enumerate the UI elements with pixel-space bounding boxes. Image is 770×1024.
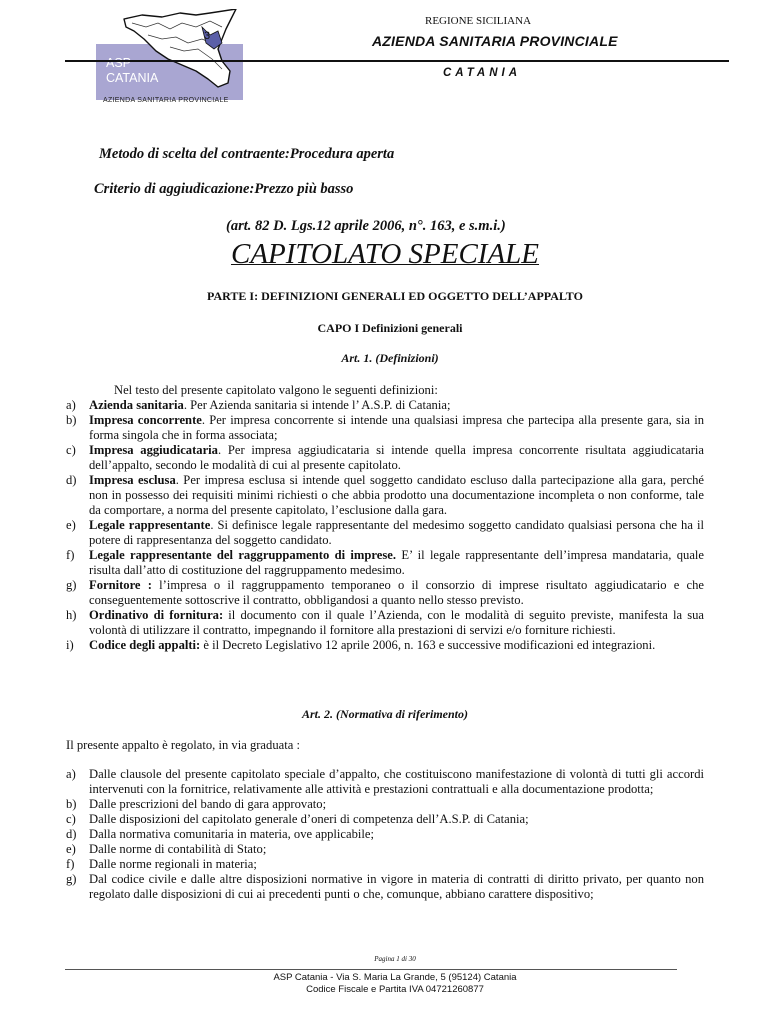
definition-term: Impresa concorrente xyxy=(89,413,202,427)
definition-text: E’ il legale rappresentante dell’impresa mandataria, quale risulta dall’atto di costituzione del raggruppamento medesimo. xyxy=(89,548,705,577)
parte-heading: PARTE I: DEFINIZIONI GENERALI ED OGGETTO DELL’APPALTO xyxy=(207,289,583,303)
list-item xyxy=(66,842,704,857)
list-letter: f) xyxy=(66,857,75,871)
definition-text: Dalla normativa comunitaria in materia, ove applicabile; xyxy=(89,827,374,841)
list-item xyxy=(66,767,704,797)
list-letter: g) xyxy=(66,872,77,886)
list-letter: b) xyxy=(66,797,77,811)
footer-divider xyxy=(65,969,677,970)
definition-term: Fornitore : xyxy=(89,578,152,592)
list-letter: i) xyxy=(66,638,74,652)
list-letter: a) xyxy=(66,398,76,412)
definition-text: . Si definisce legale rappresentante del medesimo soggetto candidato qualsiasi persona che ha il potere di rappresentanza del soggetto candidato. xyxy=(89,518,704,547)
city-label: CATANIA xyxy=(443,67,522,79)
art2-body xyxy=(66,738,704,902)
footer-address xyxy=(0,972,770,996)
list-letter: f) xyxy=(66,548,75,562)
list-item xyxy=(66,413,704,443)
list-letter: e) xyxy=(66,842,76,856)
definition-text: Dalle disposizioni del capitolato generale d’oneri di competenza dell’A.S.P. di Catania; xyxy=(89,812,529,826)
azienda-label: AZIENDA SANITARIA PROVINCIALE xyxy=(372,33,618,49)
list-item xyxy=(66,548,704,578)
definition-text: . Per Azienda sanitaria si intende l’ A.S.P. di Catania; xyxy=(183,398,451,412)
definition-term: Codice degli appalti: xyxy=(89,638,201,652)
region-label: REGIONE SICILIANA xyxy=(425,15,532,27)
header-divider xyxy=(65,60,729,62)
definition-text: Dal codice civile e dalle altre disposizioni normative in vigore in materia di contratti di diritto privato, per quanto non regolato dalle disposizioni di cui ai precedenti punti o che, comunque, abbiano carattere dispositivo; xyxy=(89,872,704,901)
list-item xyxy=(66,812,704,827)
footer-address-line: ASP Catania - Via S. Maria La Grande, 5 (95124) Catania xyxy=(273,972,517,983)
definition-term: Azienda sanitaria xyxy=(89,398,184,412)
list-item xyxy=(66,638,704,653)
definition-term: Impresa aggiudicataria xyxy=(89,443,218,457)
definition-term: Legale rappresentante xyxy=(89,518,211,532)
list-letter: g) xyxy=(66,578,77,592)
list-item xyxy=(66,398,704,413)
art1-list xyxy=(66,398,704,653)
list-letter: d) xyxy=(66,827,77,841)
list-item xyxy=(66,443,704,473)
list-letter: c) xyxy=(66,812,76,826)
capo-heading: CAPO I Definizioni generali xyxy=(317,321,463,335)
footer-fiscal-line: Codice Fiscale e Partita IVA 04721260877 xyxy=(306,984,484,995)
page-number: Pagina 1 di 30 xyxy=(374,955,416,963)
art2-list xyxy=(66,767,704,902)
list-item xyxy=(66,473,704,518)
page-title: CAPITOLATO SPECIALE xyxy=(230,238,540,270)
definition-text: il documento con il quale l’Azienda, con le modalità di seguito previste, manifesta la sua volontà di utilizzare il contratto, impegnando il fornitore alla prestazioni di servizi e/o forniture richiesti. xyxy=(89,608,705,637)
definition-term: Legale rappresentante del raggruppamento di imprese. xyxy=(89,548,397,562)
art1-heading: Art. 1. (Definizioni) xyxy=(341,351,439,365)
definition-text: . Per impresa concorrente si intende una qualsiasi impresa che partecipa alla presente gara, sia in forma singola che in forma associata; xyxy=(89,413,704,442)
definition-term: Impresa esclusa xyxy=(89,473,176,487)
definition-text: . Per impresa aggiudicataria si intende quella impresa concorrente risultata aggiudicataria dell’appalto, secondo le modalità di cui al presente capitolato. xyxy=(89,443,704,472)
art2-heading: Art. 2. (Normativa di riferimento) xyxy=(302,707,468,721)
definition-text: Dalle clausole del presente capitolato speciale d’appalto, che costituiscono manifestazione di volontà di tutti gli accordi intervenuti con la fornitrice, relativamente alle attività e prestazioni contrattuali e alla documentazione prodotta; xyxy=(89,767,704,796)
list-letter: c) xyxy=(66,443,76,457)
logo-subtitle: AZIENDA SANITARIA PROVINCIALE xyxy=(103,97,229,104)
logo-number: 3 xyxy=(204,30,211,42)
definition-term: Ordinativo di fornitura: xyxy=(89,608,224,622)
art2-intro: Il presente appalto è regolato, in via graduata : xyxy=(66,738,300,752)
definition-text: l’impresa o il raggruppamento temporaneo o il consorzio di imprese risultato aggiudicatario e che conseguentemente sottoscrive il contratto, obbligandosi a quanto nello stesso previsto. xyxy=(89,578,704,607)
list-letter: d) xyxy=(66,473,77,487)
definition-text: Dalle prescrizioni del bando di gara approvato; xyxy=(89,797,327,811)
list-item xyxy=(66,608,704,638)
list-item xyxy=(66,797,704,812)
art-reference: (art. 82 D. Lgs.12 aprile 2006, n°. 163, e s.m.i.) xyxy=(226,218,506,234)
definition-text: Dalle norme regionali in materia; xyxy=(89,857,257,871)
logo-line2: CATANIA xyxy=(106,71,159,85)
list-letter: a) xyxy=(66,767,76,781)
logo-line1: ASP xyxy=(106,56,132,70)
definition-text: è il Decreto Legislativo 12 aprile 2006, n. 163 e successive modificazioni ed integrazioni. xyxy=(200,638,656,652)
definition-text: . Per impresa esclusa si intende quel soggetto candidato escluso dalla partecipazione alla gara, perché non in possesso dei requisiti minimi richiesti o che abbia prodotto una documentazione incompleta o non conforme, tale da comportare, a norma del presente capitolato, l’esclusione dalla gara. xyxy=(89,473,704,517)
list-item xyxy=(66,872,704,902)
list-item xyxy=(66,827,704,842)
definition-text: Dalle norme di contabilità di Stato; xyxy=(89,842,267,856)
list-item xyxy=(66,857,704,872)
list-item xyxy=(66,518,704,548)
list-letter: h) xyxy=(66,608,77,622)
list-letter: e) xyxy=(66,518,76,532)
criterio-line: Criterio di aggiudicazione:Prezzo più basso xyxy=(94,181,354,197)
list-item xyxy=(66,578,704,608)
art1-body xyxy=(66,383,704,653)
metodo-line: Metodo di scelta del contraente:Procedura aperta xyxy=(99,146,395,162)
list-letter: b) xyxy=(66,413,77,427)
art1-intro: Nel testo del presente capitolato valgono le seguenti definizioni: xyxy=(114,383,438,397)
